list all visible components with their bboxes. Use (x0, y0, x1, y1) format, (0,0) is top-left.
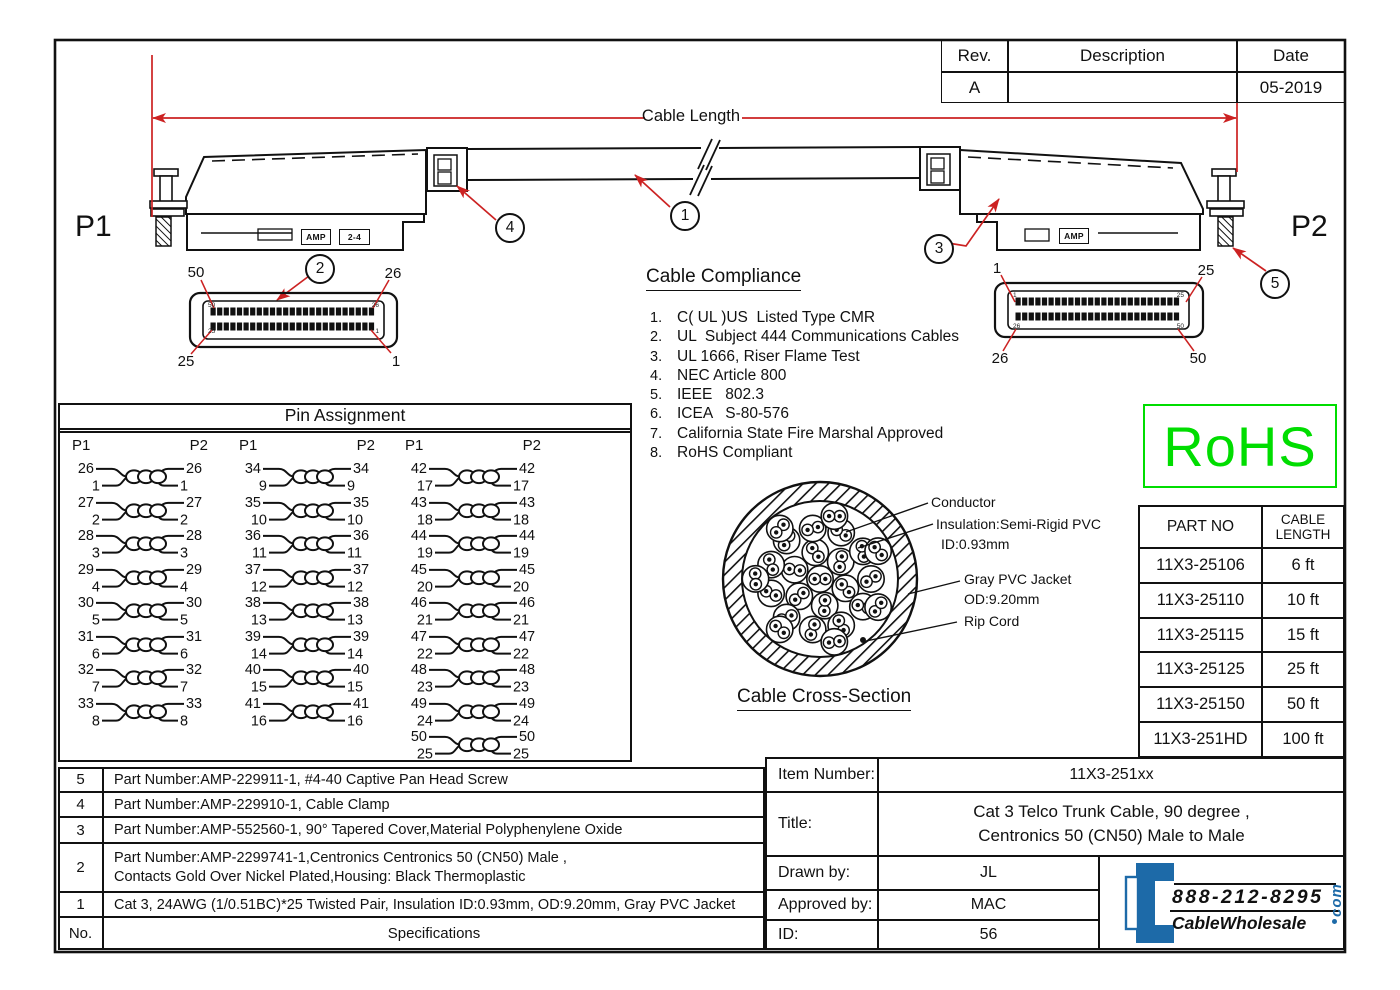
pin-number: 37 (244, 561, 261, 578)
pin-pair (237, 494, 377, 528)
pin-pair (403, 728, 543, 762)
cablewholesale-c-icon (1124, 861, 1178, 945)
pin-number: 23 (513, 679, 530, 695)
pin-number: 45 (519, 561, 536, 578)
compliance-item-number: 8. (650, 445, 663, 462)
pin-number: 12 (347, 579, 364, 594)
pin-number: 3 (91, 545, 100, 561)
pin-number: 46 (519, 594, 536, 611)
spec-row-line: Part Number:AMP-229910-1, Cable Clamp (114, 796, 390, 813)
pin-pair (403, 561, 543, 595)
twisted-pair (781, 557, 807, 583)
pin-pair (237, 594, 377, 628)
logo-dot (1332, 919, 1337, 924)
compliance-item (650, 424, 980, 443)
compliance-item-number: 1. (650, 310, 663, 326)
compliance-item-number: 4. (650, 367, 663, 384)
rev-value: A (941, 72, 1008, 103)
pin-number: 25 (513, 746, 530, 762)
twisted-pair (821, 629, 847, 655)
pin-number: 13 (250, 612, 267, 628)
pin-pair (237, 695, 377, 729)
face-corner-mark: 26 (371, 302, 379, 309)
pin-pair (70, 695, 210, 729)
pin-number: 25 (416, 746, 433, 762)
length-cell: 10 ft (1261, 582, 1343, 617)
pin-number: 40 (244, 661, 261, 678)
logo-rule-bottom (1170, 910, 1340, 912)
length-cell: 100 ft (1261, 721, 1343, 756)
pin-number: 2 (91, 512, 100, 527)
spec-row-line: Part Number:AMP-229911-1, #4-40 Captive Pan Head Screw (114, 771, 508, 788)
rev-header: Rev. (941, 40, 1008, 72)
pin-number: 17 (416, 478, 433, 494)
part-no-cell: 11X3-25125 (1140, 651, 1261, 686)
compliance-item (650, 308, 980, 327)
drawn-by-label: Drawn by: (765, 856, 878, 890)
pin-number: 2 (180, 512, 189, 527)
title-label: Title: (765, 792, 878, 856)
twisted-pair (742, 566, 768, 592)
pin-number: 32 (77, 661, 94, 678)
right-face-pin-50: 50 (1189, 349, 1207, 367)
compliance-item-text: RoHS Compliant (677, 444, 793, 462)
pin-assignment-title: Pin Assignment (58, 403, 632, 433)
pin-number: 12 (250, 579, 267, 594)
callout-4: 4 (495, 213, 525, 243)
pin-number: 20 (416, 579, 433, 594)
pin-number: 37 (353, 561, 370, 578)
amp-mark-right: AMP (1059, 228, 1089, 244)
pin-number: 28 (77, 527, 94, 544)
pin-number: 27 (77, 494, 94, 511)
twisted-pair (858, 566, 884, 592)
spec-row-line: Part Number:AMP-2299741-1,Centronics Centronics 50 (CN50) Male , (114, 849, 567, 866)
part-mark-left: 2-4 (339, 229, 370, 245)
pin-pair (237, 527, 377, 561)
left-face-pin-25: 25 (177, 352, 195, 370)
spec-row-number: 2 (58, 843, 103, 892)
face-corner-mark: 25 (1176, 292, 1184, 299)
compliance-item-number: 6. (650, 406, 663, 423)
pin-number: 35 (353, 494, 370, 511)
pin-number: 43 (410, 494, 427, 511)
pin-number: 33 (186, 695, 203, 712)
title-line-1: Cat 3 Telco Trunk Cable, 90 degree , (973, 802, 1250, 821)
left-connector-face-view (190, 293, 397, 347)
pin-number: 7 (180, 679, 189, 695)
part-no-cell: 11X3-25115 (1140, 617, 1261, 652)
pin-number: 8 (180, 713, 189, 728)
jacket-label: Gray PVC Jacket (964, 571, 1072, 587)
callout-2: 2 (305, 254, 335, 284)
pin-number: 13 (347, 612, 364, 628)
right-face-pin-26: 26 (991, 349, 1009, 367)
compliance-item (650, 443, 980, 462)
spec-row-line: Part Number:AMP-552560-1, 90° Tapered Cover,Material Polyphenylene Oxide (114, 822, 623, 838)
face-corner-mark: 1 (375, 328, 379, 335)
left-face-pin-leaders (191, 280, 391, 354)
pin-number: 14 (347, 646, 364, 661)
compliance-item (650, 366, 980, 385)
right-face-pin-25: 25 (1197, 261, 1215, 279)
spec-row-number: 3 (58, 817, 103, 843)
length-cell: 6 ft (1261, 547, 1343, 582)
callout-1: 1 (670, 201, 700, 231)
pin-number: 6 (91, 646, 100, 661)
pin-number: 44 (519, 527, 536, 544)
spec-row-text (103, 817, 765, 843)
pin-number: 15 (250, 679, 267, 695)
item-number-value: 11X3-251xx (878, 757, 1345, 792)
pin-pair (403, 695, 543, 729)
pin-pair (237, 661, 377, 695)
spec-row-line: Cat 3, 24AWG (1/0.51BC)*25 Twisted Pair, Insulation ID:0.93mm, OD:9.20mm, Gray PVC Jacket (114, 896, 736, 913)
pin-column-p1: P1 (72, 437, 91, 454)
pin-number: 20 (513, 579, 530, 594)
insulation-id-label: ID:0.93mm (941, 536, 1010, 552)
logo-cell (1099, 856, 1345, 950)
pin-pair (237, 561, 377, 595)
pin-number: 21 (416, 612, 433, 628)
spec-row-number: 1 (58, 892, 103, 917)
face-corner-mark: 25 (208, 328, 216, 335)
pin-number: 18 (416, 512, 433, 527)
pin-number: 39 (244, 628, 261, 645)
pin-number: 41 (353, 695, 370, 712)
face-corner-mark: 50 (1176, 323, 1184, 330)
spec-footer-label: Specifications (103, 917, 765, 950)
conductor-label: Conductor (931, 494, 996, 510)
pin-number: 42 (410, 460, 427, 477)
logo-name: CableWholesale (1172, 913, 1307, 933)
pin-number: 21 (513, 612, 530, 628)
pin-number: 5 (180, 612, 189, 628)
date-value: 05-2019 (1237, 72, 1345, 103)
length-cell: 50 ft (1261, 686, 1343, 721)
amp-mark-left: AMP (301, 229, 331, 245)
callout-5: 5 (1260, 269, 1290, 299)
spec-row-text (103, 892, 765, 917)
compliance-item-text: C( UL )US Listed Type CMR (677, 309, 876, 326)
left-face-pin-50: 50 (187, 263, 205, 281)
pin-number: 30 (77, 594, 94, 611)
pin-number: 39 (353, 628, 370, 645)
pin-column-p2: P2 (356, 437, 375, 454)
face-corner-mark: 1 (1013, 292, 1017, 299)
part-no-cell: 11X3-25106 (1140, 547, 1261, 582)
pin-number: 44 (410, 527, 427, 544)
pin-pair (70, 494, 210, 528)
pin-number: 35 (244, 494, 261, 511)
jacket-od-label: OD:9.20mm (964, 591, 1040, 607)
pin-number: 49 (519, 695, 536, 712)
compliance-item (650, 327, 980, 346)
spec-row-number: 5 (58, 767, 103, 792)
cable-length-header-line1: CABLE (1280, 512, 1326, 527)
part-no-header: PART NO (1166, 518, 1235, 535)
rip-cord-dot (860, 637, 866, 643)
pin-number: 43 (519, 494, 536, 511)
pin-number: 47 (410, 628, 427, 645)
twisted-pair (865, 594, 891, 620)
pin-number: 1 (91, 478, 100, 494)
right-connector-face-view (995, 283, 1203, 337)
pin-number: 15 (347, 679, 364, 695)
pin-number: 30 (186, 594, 203, 611)
pin-pair (403, 628, 543, 662)
compliance-item-text: ICEA S-80-576 (677, 405, 790, 423)
approved-by-value: MAC (878, 890, 1099, 920)
cable-compliance-title: Cable Compliance (646, 266, 801, 291)
rip-cord-label: Rip Cord (964, 613, 1020, 629)
pin-pair (403, 661, 543, 695)
pin-number: 11 (251, 545, 267, 561)
pin-column-p1: P1 (405, 437, 424, 454)
p1-label: P1 (75, 210, 112, 243)
pin-number: 40 (353, 661, 370, 678)
length-cell: 15 ft (1261, 617, 1343, 652)
face-corner-mark: 50 (208, 302, 216, 309)
pin-number: 36 (244, 527, 261, 544)
rohs-badge (1143, 404, 1337, 488)
compliance-item-text: IEEE 802.3 (677, 386, 765, 404)
pin-pair (70, 561, 210, 595)
pin-number: 38 (244, 594, 261, 611)
pin-column-header (70, 437, 210, 460)
title-line-2: Centronics 50 (CN50) Male to Male (978, 826, 1245, 845)
right-face-pin-1: 1 (992, 259, 1002, 277)
pin-number: 33 (77, 695, 94, 712)
pin-number: 19 (416, 545, 433, 561)
spec-row-number: 4 (58, 792, 103, 817)
pin-number: 22 (513, 646, 530, 661)
pin-number: 29 (77, 561, 94, 578)
insulation-label: Insulation:Semi-Rigid PVC (936, 516, 1101, 532)
pin-number: 38 (353, 594, 370, 611)
pin-pair (70, 460, 210, 494)
approved-by-label: Approved by: (765, 890, 878, 920)
logo-phone: 888-212-8295 (1172, 886, 1324, 908)
face-corner-mark: 26 (1013, 323, 1021, 330)
compliance-item-text: NEC Article 800 (677, 366, 787, 384)
pin-number: 23 (416, 679, 433, 695)
cable-lines (467, 139, 922, 196)
twisted-pair (802, 539, 828, 565)
pin-number: 47 (519, 628, 536, 645)
drawn-by-value: JL (878, 856, 1099, 890)
pin-pair (403, 594, 543, 628)
cross-section-title: Cable Cross-Section (737, 686, 911, 711)
pin-number: 10 (250, 512, 267, 527)
compliance-item-number: 5. (650, 387, 663, 404)
pin-number: 31 (186, 628, 203, 645)
cable-compliance-list (650, 308, 980, 462)
pin-number: 49 (410, 695, 427, 712)
pin-number: 24 (416, 713, 433, 728)
part-no-cell: 11X3-25150 (1140, 686, 1261, 721)
pin-number: 48 (410, 661, 427, 678)
pin-number: 36 (353, 527, 370, 544)
pin-number: 1 (180, 478, 189, 494)
compliance-item-text: UL Subject 444 Communications Cables (677, 328, 960, 346)
twisted-pair (767, 616, 793, 642)
cable-length-label: Cable Length (641, 107, 741, 125)
pin-number: 6 (180, 646, 189, 661)
pin-number: 11 (347, 545, 363, 561)
pin-number: 17 (513, 478, 530, 494)
p2-label: P2 (1291, 210, 1328, 243)
pin-column-p2: P2 (522, 437, 541, 454)
twisted-pair (821, 503, 847, 529)
pin-pair (237, 460, 377, 494)
pin-number: 4 (91, 579, 100, 594)
compliance-item-number: 7. (650, 425, 663, 442)
pin-pair (70, 594, 210, 628)
pin-number: 46 (410, 594, 427, 611)
left-face-pin-26: 26 (384, 264, 402, 282)
pin-column-header (237, 437, 377, 460)
pin-pair (70, 527, 210, 561)
pin-number: 27 (186, 494, 203, 511)
pin-number: 26 (186, 460, 203, 477)
twisted-pair (807, 566, 833, 592)
pin-number: 18 (513, 512, 530, 527)
pin-column (237, 437, 377, 728)
spec-footer-no: No. (58, 917, 103, 950)
pin-pair (70, 628, 210, 662)
twisted-pair (767, 515, 793, 541)
pin-column (403, 437, 543, 762)
spec-row-line: Contacts Gold Over Nickel Plated,Housing: Black Thermoplastic (114, 868, 526, 885)
compliance-item (650, 385, 980, 404)
pin-number: 34 (353, 460, 370, 477)
logo-rule-top (1174, 883, 1336, 885)
logo-tld: com (1328, 883, 1345, 917)
pin-pair (403, 527, 543, 561)
pin-number: 50 (519, 728, 536, 745)
compliance-item (650, 404, 980, 423)
pin-number: 50 (410, 728, 427, 745)
compliance-item-number: 2. (650, 329, 663, 346)
description-header: Description (1008, 40, 1237, 72)
pin-column-p1: P1 (239, 437, 258, 454)
pin-number: 5 (91, 612, 100, 628)
cable-length-header (1261, 507, 1343, 547)
pin-column-p2: P2 (189, 437, 208, 454)
pin-number: 41 (244, 695, 261, 712)
length-cell: 25 ft (1261, 651, 1343, 686)
compliance-item-text: UL 1666, Riser Flame Test (677, 347, 860, 365)
callout-3: 3 (924, 234, 954, 264)
pin-number: 32 (186, 661, 203, 678)
part-number-table (1138, 505, 1345, 758)
id-value: 56 (878, 920, 1099, 950)
pin-number: 48 (519, 661, 536, 678)
cable-cross-section-diagram (723, 482, 960, 676)
pin-number: 28 (186, 527, 203, 544)
cable-length-header-line2: LENGTH (1275, 527, 1331, 542)
pin-pair (403, 460, 543, 494)
pin-number: 29 (186, 561, 203, 578)
pin-number: 22 (416, 646, 433, 661)
title-value (878, 792, 1345, 856)
pin-number: 24 (513, 713, 530, 728)
spec-row-text (103, 767, 765, 792)
pin-number: 16 (250, 713, 267, 728)
pin-number: 7 (91, 679, 100, 695)
pin-number: 14 (250, 646, 267, 661)
description-value (1008, 72, 1237, 103)
date-header: Date (1237, 40, 1345, 72)
pin-number: 42 (519, 460, 536, 477)
compliance-item-text: California State Fire Marshal Approved (677, 424, 944, 442)
pin-pair (237, 628, 377, 662)
left-face-pin-1: 1 (391, 352, 401, 370)
rohs-text: RoHS (1163, 414, 1317, 478)
pin-number: 26 (77, 460, 94, 477)
pin-number: 9 (258, 478, 267, 494)
pin-column (70, 437, 210, 728)
pin-pair (403, 494, 543, 528)
id-label: ID: (765, 920, 878, 950)
pin-number: 9 (347, 478, 356, 494)
pin-pair (70, 661, 210, 695)
pin-number: 19 (513, 545, 530, 561)
pin-number: 3 (180, 545, 189, 561)
pin-number: 10 (347, 512, 364, 527)
compliance-item-number: 3. (650, 348, 663, 365)
pin-number: 34 (244, 460, 261, 477)
pin-number: 31 (77, 628, 94, 645)
part-no-cell: 11X3-251HD (1140, 721, 1261, 756)
pin-number: 8 (91, 713, 100, 728)
compliance-item (650, 347, 980, 366)
pin-number: 16 (347, 713, 364, 728)
pin-column-header (403, 437, 543, 460)
pin-number: 45 (410, 561, 427, 578)
item-number-label: Item Number: (765, 757, 878, 792)
spec-row-text (103, 792, 765, 817)
part-no-cell: 11X3-25110 (1140, 582, 1261, 617)
spec-row-text (103, 843, 765, 892)
pin-number: 4 (180, 579, 189, 594)
